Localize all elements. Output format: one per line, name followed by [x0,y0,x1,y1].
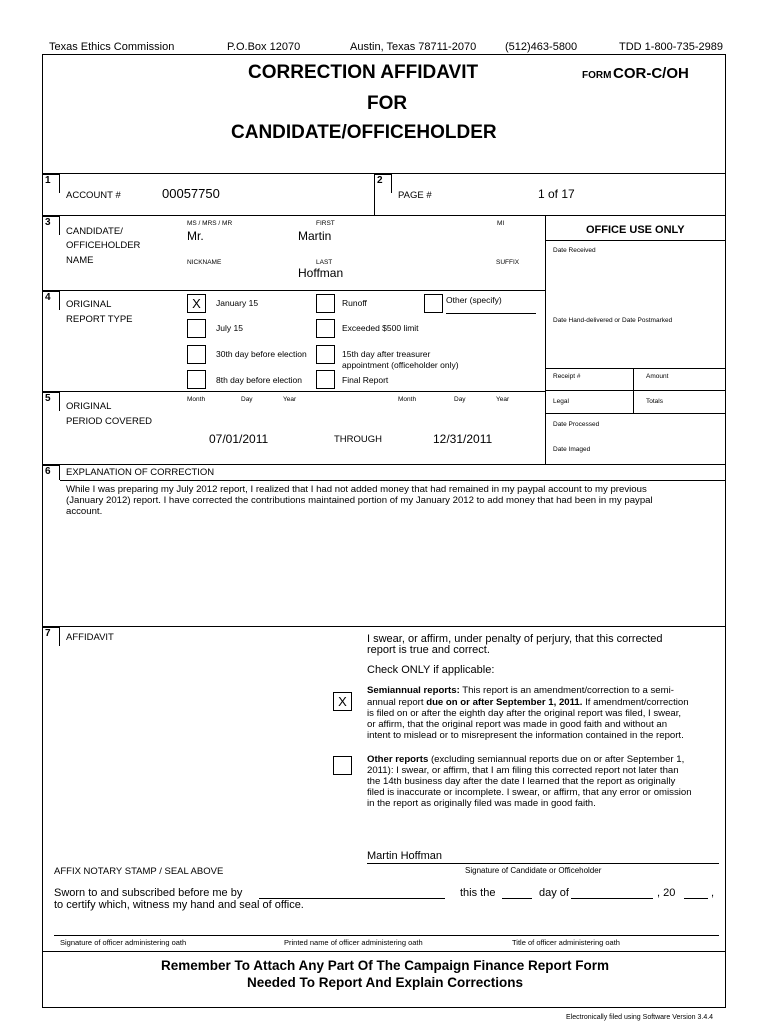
from-month-label: Month [187,396,206,403]
rule [545,413,726,414]
reminder-line2: Needed To Report And Explain Corrections [246,975,524,990]
agency-city: Austin, Texas 78711-2070 [350,41,477,53]
year-prefix: , 20 [657,887,676,899]
day8-label: 8th day before election [216,375,303,385]
january15-label: January 15 [216,298,259,308]
to-day-label: Day [454,396,466,403]
signer-name[interactable]: Martin Hoffman [367,850,442,862]
check-only-label: Check ONLY if applicable: [367,664,495,676]
rule [42,290,545,291]
notary-stamp-label: AFFIX NOTARY STAMP / SEAL ABOVE [54,866,224,877]
january15-checkbox[interactable]: X [187,294,206,313]
page-value[interactable]: 1 of 17 [538,187,575,201]
report-type-label-line2: REPORT TYPE [66,314,133,325]
section-number-3: 3 [43,216,60,235]
final-report-label: Final Report [342,375,389,385]
name-title-label: MS / MRS / MR [187,220,233,227]
day15-checkbox[interactable] [316,345,335,364]
other-reports-text: (excluding semiannual reports due on or after September 1, [428,754,685,765]
form-label: FORM [582,70,612,81]
agency-name: Texas Ethics Commission [49,41,175,53]
section-number-5: 5 [43,392,60,411]
explanation-text-line1[interactable]: While I was preparing my July 2012 report, I realized that I had not added money that had remained in my paypal account to my previous [66,484,647,495]
last-name-value[interactable]: Hoffman [298,266,344,280]
rule [545,240,726,241]
rule [545,368,726,369]
semiannual-line5: intent to mislead or to misrepresent the information contained in the report. [367,730,684,741]
rule [545,390,726,391]
to-year-label: Year [496,396,510,403]
exceeded-checkbox[interactable] [316,319,335,338]
period-from-value[interactable]: 07/01/2011 [209,432,269,446]
other-reports-line2: 2011): I swear, or affirm, that I am filing this corrected report not later than [367,765,679,776]
sworn-line1: Sworn to and subscribed before me by [54,887,243,899]
runoff-checkbox[interactable] [316,294,335,313]
explanation-label: EXPLANATION OF CORRECTION [66,467,215,478]
period-label-line2: PERIOD COVERED [66,416,153,427]
agency-tdd: TDD 1-800-735-2989 [619,41,723,53]
other-reports-line4: filed is inaccurate or incomplete. I swear, or affirm, that any error or omission [367,787,692,798]
section-number-6: 6 [43,465,60,480]
account-value[interactable]: 00057750 [162,186,220,201]
semiannual-text: This report is an amendment/correction to a semi- [459,685,674,696]
exceeded-label: Exceeded $500 limit [342,323,419,333]
rule [42,215,726,216]
period-to-value[interactable]: 12/31/2011 [433,432,493,446]
through-label: THROUGH [334,434,383,445]
office-use-title: OFFICE USE ONLY [586,224,685,236]
date-received-label: Date Received [553,247,596,254]
rule [42,951,726,952]
last-name-label: LAST [316,259,333,266]
day30-checkbox[interactable] [187,345,206,364]
year-line[interactable] [684,898,708,899]
july15-checkbox[interactable] [187,319,206,338]
section-number-1: 1 [43,174,60,193]
semiannual-text: If amendment/correction [582,697,689,708]
oath-line1: I swear, or affirm, under penalty of perjury, that this corrected [367,633,663,645]
period-label-line1: ORIGINAL [66,401,112,412]
officer-title-label: Title of officer administering oath [512,938,620,947]
sworn-line2: to certify which, witness my hand and seal of office. [54,899,304,911]
to-month-label: Month [398,396,417,403]
from-year-label: Year [283,396,297,403]
other-reports-checkbox[interactable] [333,756,352,775]
other-reports-line5: in the report as originally filed was made in good faith. [367,798,596,809]
from-day-label: Day [241,396,253,403]
form-frame [42,54,726,1008]
signature-label: Signature of Candidate or Officeholder [465,866,602,875]
totals-label: Totals [646,398,663,405]
day30-label: 30th day before election [216,349,307,359]
affidavit-label: AFFIDAVIT [66,632,114,643]
day15-label-line1: 15th day after treasurer [342,349,431,359]
day-of-label: day of [539,887,569,899]
other-reports-bold: Other reports [367,754,429,765]
form-title-line3: CANDIDATE/OFFICEHOLDER [231,122,497,143]
this-the-label: this the [460,887,496,899]
semiannual-line2 [367,697,689,708]
officer-signature-label: Signature of officer administering oath [60,938,187,947]
candidate-label-line2: OFFICEHOLDER [66,240,141,251]
semiannual-line3: is filed on or after the eighth day after the original report was filed, I swear, [367,708,682,719]
middle-initial-label: MI [497,220,505,227]
form-code: COR-C/OH [613,65,689,82]
other-label: Other (specify) [446,295,502,305]
officer-printed-name-label: Printed name of officer administering oath [284,938,423,947]
account-label: ACCOUNT # [66,190,121,201]
date-imaged-label: Date Imaged [553,446,591,453]
oath-line2: report is true and correct. [367,644,490,656]
day-line[interactable] [502,898,532,899]
semiannual-due-bold: due on or after September 1, 2011. [426,697,583,708]
other-checkbox[interactable] [424,294,443,313]
semiannual-line1 [367,685,674,696]
other-specify-line[interactable] [446,313,536,314]
agency-pobox: P.O.Box 12070 [227,41,301,53]
reminder-line1: Remember To Attach Any Part Of The Campaign Finance Report Form [160,958,610,973]
first-name-label: FIRST [316,220,335,227]
software-version-note: Electronically filed using Software Version 3.4.4 [566,1014,714,1021]
day8-checkbox[interactable] [187,370,206,389]
semiannual-bold: Semiannual reports: [367,685,460,696]
rule [60,480,726,481]
officer-line[interactable] [54,935,719,936]
rule [42,626,726,627]
month-line[interactable] [571,898,653,899]
july15-label: July 15 [216,323,243,333]
semiannual-checkbox[interactable]: X [333,692,352,711]
rule [42,464,726,465]
other-reports-line1 [367,754,684,765]
receipt-label: Receipt # [553,373,581,380]
runoff-label: Runoff [342,298,367,308]
signature-line [367,863,719,864]
legal-label: Legal [553,398,569,405]
date-hand-delivered-label: Date Hand-delivered or Date Postmarked [553,317,673,324]
report-type-label-line1: ORIGINAL [66,299,112,310]
amount-label: Amount [646,373,669,380]
semiannual-line4: or affirm, that the original report was made in good faith and without an [367,719,668,730]
semiannual-text: annual report [367,697,427,708]
agency-phone: (512)463-5800 [505,41,578,53]
day15-label-line2: appointment (officeholder only) [342,360,459,370]
section-number-4: 4 [43,291,60,310]
suffix-label: SUFFIX [496,259,520,266]
section-number-7: 7 [43,627,60,646]
date-processed-label: Date Processed [553,421,600,428]
rule [42,391,545,392]
final-report-checkbox[interactable] [316,370,335,389]
section-number-2: 2 [375,174,392,193]
candidate-label-line1: CANDIDATE/ [66,226,123,237]
name-title-value[interactable]: Mr. [187,229,204,243]
explanation-text-line2[interactable]: (January 2012) report. I have corrected the contributions maintained portion of my January 2012 to add money that had been in my paypal [66,495,653,506]
first-name-value[interactable]: Martin [298,229,332,243]
page-label: PAGE # [398,190,432,201]
nickname-label: NICKNAME [187,259,222,266]
form-title-line1: CORRECTION AFFIDAVIT [248,62,479,83]
year-comma: , [711,887,715,899]
explanation-text-line3[interactable]: account. [66,506,103,517]
candidate-label-line3: NAME [66,255,94,266]
other-reports-line3: the 14th business day after the date I learned that the report as originally [367,776,676,787]
divider [545,215,546,464]
form-title-line2: FOR [367,93,408,114]
